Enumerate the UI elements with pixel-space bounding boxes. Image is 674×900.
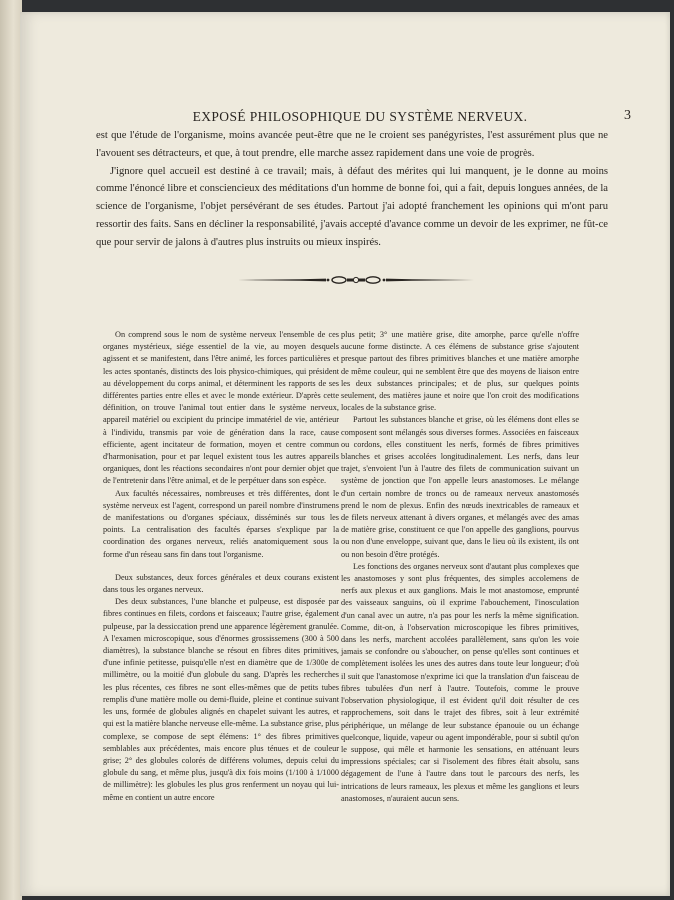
intro-text (96, 127, 608, 252)
right-column (341, 329, 579, 805)
page-number: 3 (624, 108, 631, 123)
body-paragraph: Des deux substances, l'une blanche et pulpeuse, est disposée par fibres continues en filets, cordons et faisceaux; l'autre grise, également pulpeuse, par la dessiccation prend une apparence légèrement granulée. A l'examen microscopique, sous d'énormes grossissemens (300 à 500 diamètres), la substance blanche se résout en fibres dites primitives, d'une infinie petitesse, puisqu'elle n'est en diamètre que de 1/300e de millimètre, ou la moitié d'un globule du sang. D'après les recherches les plus récentes, ces fibres ne sont elles-mêmes que de petits tubes remplis d'une matière molle ou demi-fluide, pleine et continue suivant les uns, formée de globules alignés en chapelet suivant les autres, et qui est la matière blanche nerveuse elle-même. La substance grise, plus complexe, se compose de sept élémens: 1° des fibres primitives semblables aux précédentes, mais encore plus ténues et de couleur grise; 2° des globules colorés de différens volumes, depuis celui du globule du sang, et même plus, jusqu'à dix fois moins (1/100 à 1/1000 de millimètre): les globules les plus gros renferment un noyau qui lui-même en contient un autre encore (103, 597, 339, 802)
body-paragraph: Aux facultés nécessaires, nombreuses et très différentes, dont le système nerveux est l'agent, correspond un pareil nombre d'instrumens de manifestations ou d'organes spéciaux, disséminés sur tous les points. La centralisation des facultés éparses s'explique par la coordination des organes nerveux, reliés anatomiquement sous la forme d'un réseau sans fin dans tout l'organisme. (103, 488, 339, 559)
left-column (103, 329, 339, 804)
body-paragraph: Partout les substances blanche et grise, où les élémens dont elles se composent sont mélangés sous diverses formes. Associées en faisceaux ou cordons, elles constituent les nerfs, formés de fibres primitives blanches et grises accolées longitudinalement. Les nerfs, dans leur trajet, s'envoient l'un à l'autre des filets de communication suivant un système de jonction que l'on appelle leurs anastomoses. Le mélange d'un certain nombre de troncs ou de rameaux nerveux anastomosés prend le nom de plexus. Enfin des nœuds inextricables de rameaux et de filets nerveux attenant à divers organes, et mélangés avec des amas de matière grise, constituent ce que l'on appelle des ganglions, pourvus ou non d'une enveloppe, suivant que, dans le lieu où ils existent, ils ont ou non besoin d'être protégés. (341, 415, 579, 559)
underlying-page-edge (0, 0, 22, 900)
book-page (20, 12, 670, 896)
body-paragraph: plus petit; 3° une matière grise, dite amorphe, parce qu'elle n'offre aucune forme distincte. A ces élémens de substance grise s'ajoutent presque partout des fibres primitives blanches et une matière amorphe de même couleur, qui ne semblent être que des moyens de liaison entre les deux substances principales; et de plus, sur quelques points seulement, des matières jaune et noire que l'on croit des modifications locales de la substance grise. (341, 330, 579, 413)
running-title: EXPOSÉ PHILOSOPHIQUE DU SYSTÈME NERVEUX. (192, 109, 528, 124)
intro-paragraph: est que l'étude de l'organisme, moins avancée peut-être que ne le croient ses panégyristes, l'est assurément plus que ne l'avouent ses détracteurs, et que, à tout prendre, elle marche assez rapidement dans une voie de progrès. (96, 130, 608, 159)
body-paragraph: Deux substances, deux forces générales et deux courans existent dans tous les organes nerveux. (103, 572, 339, 595)
ornament-divider (238, 275, 474, 285)
body-paragraph: On comprend sous le nom de système nerveux l'ensemble de ces organes mystérieux, siége essentiel de la vie, au moyen desquels agissent et se manifestent, dans l'être animé, les forces particulières et les actes spontanés, distincts des lois physico-chimiques, qui président au développement du corps animal, et déterminent les rapports de ses différentes parties entre elles et avec le monde extérieur. D'après cette définition, on trouve l'animal tout entier dans le système nerveux, appareil matériel ou excipient du principe immatériel de vie, antérieur à l'individu, transmis par voie de génération dans la race, cause efficiente, agent incitateur de formation, moyen et centre commun d'harmonisation, pour et par lequel existent tous les autres appareils organiques, dont les réactions secondaires n'ont pour dernier objet que de l'entretenir dans l'être animal, et de le perpétuer dans son espèce. (103, 330, 339, 486)
intro-paragraph: J'ignore quel accueil est destiné à ce travail; mais, à défaut des mérites qui lui manquent, je le donne au moins comme l'énoncé libre et consciencieux des méditations d'un homme de bonne foi, qui a fait, depuis longues années, de la science de l'organisme, l'objet persévérant de ses études. Partout j'ai adopté franchement les opinions qui m'ont paru ressortir des faits. Sans en décliner la responsabilité, j'avais accepté d'avance comme un devoir de les exprimer, ne fût-ce que pour servir de jalons à d'autres plus instruits ou mieux inspirés. (96, 165, 608, 248)
body-paragraph: Les fonctions des organes nerveux sont d'autant plus complexes que les anastomoses y sont plus fréquentes, des simples accolemens de nerfs aux plexus et aux ganglions. Mais le mot anastomose, emprunté des vaisseaux sanguins, où il exprime l'abouchement, l'inosculation d'un canal avec un autre, n'a pas pour les nerfs la même signification. Comme, dit-on, à l'observation microscopique les fibres primitives, dans les nerfs, marchent accolées parallèlement, sans qu'on les voie jamais se confondre ou s'aboucher, on pense qu'elles sont continues et complètement isolées les unes des autres dans toute leur longueur; d'où il suit que l'anastomose n'exprime ici que la translation d'un faisceau de fibres tubulées d'un nerf à l'autre. Toutefois, comme le prouve l'observation physiologique, il est évident qu'il doit résulter de ces rapprochemens, soit dans le trajet des fibres, soit à leur extrémité périphérique, un mélange de leur substance épanouie ou un échange quelconque, liquide, vapeur ou agent impondérable, pour si subtil qu'on le suppose, qui mêle et harmonie les sensations, en atténuant leurs impressions spéciales; car si l'isolement des fibres était absolu, sans dégagement de l'une à l'autre dans tout le parcours des nerfs, les intrications de leurs rameaux, les plexus et même les ganglions et leurs anastomoses, n'auraient aucun sens. (341, 561, 579, 803)
